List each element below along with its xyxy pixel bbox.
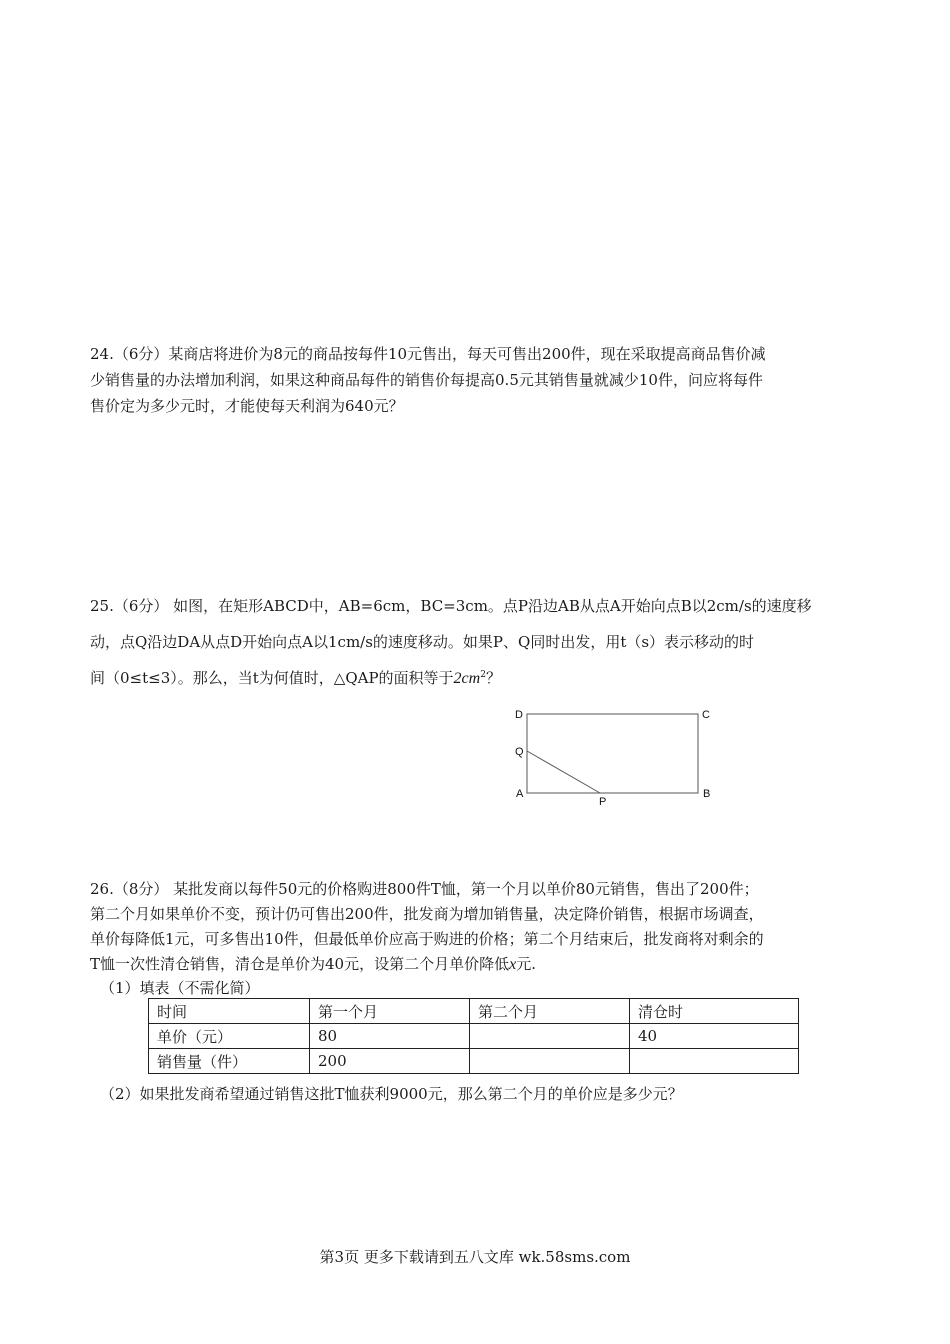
label-d: D xyxy=(515,709,523,721)
table-header-cell: 时间 xyxy=(149,999,310,1024)
q26-line-1: 26.（8分） 某批发商以每件50元的价格购进800件T恤，第一个月以单价80元销售，售出了200件； xyxy=(90,880,759,898)
table-row xyxy=(149,1049,799,1074)
q24-line-2: 少销售量的办法增加利润，如果这种商品每件的销售价每提高0.5元其销售量就减少10件，问应将每件 xyxy=(90,371,763,389)
q26-line-4 xyxy=(90,953,536,974)
label-q: Q xyxy=(515,746,524,758)
area-value: 2cm xyxy=(453,670,481,687)
table-cell: 单价（元） xyxy=(149,1024,310,1049)
segment-qp xyxy=(527,751,600,793)
q26-line-2: 第二个月如果单价不变，预计仍可售出200件，批发商为增加销售量，决定降价销售，根据市场调查， xyxy=(90,905,764,923)
q25-line-3-end: ？ xyxy=(485,669,501,687)
q25-line-2: 动，点Q沿边DA从点D开始向点A以1cm/s的速度移动。如果P、Q同时出发，用t（s）表示移动的时 xyxy=(90,633,755,651)
table-cell: 200 xyxy=(310,1049,470,1074)
table-header-cell: 清仓时 xyxy=(630,999,799,1024)
variable-x: x xyxy=(509,956,517,973)
label-b: B xyxy=(703,788,711,800)
table-cell-blank xyxy=(470,1024,630,1049)
rectangle-abcd xyxy=(527,714,698,793)
label-c: C xyxy=(702,709,710,721)
label-p: P xyxy=(599,796,607,808)
q24-line-3: 售价定为多少元时，才能使每天利润为640元？ xyxy=(90,397,404,415)
rectangle-abcd-figure xyxy=(505,700,735,815)
part-1-label: （1）填表（不需化简） xyxy=(100,979,260,997)
table-cell: 80 xyxy=(310,1024,470,1049)
table-cell-blank xyxy=(630,1049,799,1074)
table-cell: 40 xyxy=(630,1024,799,1049)
q26-line-4-text: T恤一次性清仓销售，清仓是单价为40元，设第二个月单价降低 xyxy=(90,955,510,973)
fill-in-table xyxy=(148,998,799,1074)
q25-line-3 xyxy=(90,667,501,688)
table-cell-blank xyxy=(470,1049,630,1074)
q24-line-1: 24.（6分）某商店将进价为8元的商品按每件10元售出，每天可售出200件，现在采取提高商品售价减 xyxy=(90,345,766,363)
table-header-cell: 第一个月 xyxy=(310,999,470,1024)
part-2-text: （2）如果批发商希望通过销售这批T恤获利9000元，那么第二个月的单价应是多少元？ xyxy=(100,1085,683,1103)
q26-line-3: 单价每降低1元，可多售出10件，但最低单价应高于购进的价格；第二个月结束后，批发商将对剩余的 xyxy=(90,930,764,948)
q25-line-1: 25.（6分） 如图，在矩形ABCD中，AB=6cm，BC=3cm。点P沿边AB从点A开始向点B以2cm/s的速度移 xyxy=(90,597,812,615)
table-row xyxy=(149,1024,799,1049)
table-cell: 销售量（件） xyxy=(149,1049,310,1074)
area-exponent: 2 xyxy=(480,670,486,680)
table-header-row xyxy=(149,999,799,1024)
page-footer: 第3页 更多下载请到五八文库 wk.58sms.com xyxy=(319,1248,631,1266)
q26-line-4-end: 元. xyxy=(516,955,536,973)
label-a: A xyxy=(516,788,524,800)
table-header-cell: 第二个月 xyxy=(470,999,630,1024)
q25-line-3-text: 间（0≤t≤3）。那么，当t为何值时，△QAP的面积等于 xyxy=(90,669,454,687)
